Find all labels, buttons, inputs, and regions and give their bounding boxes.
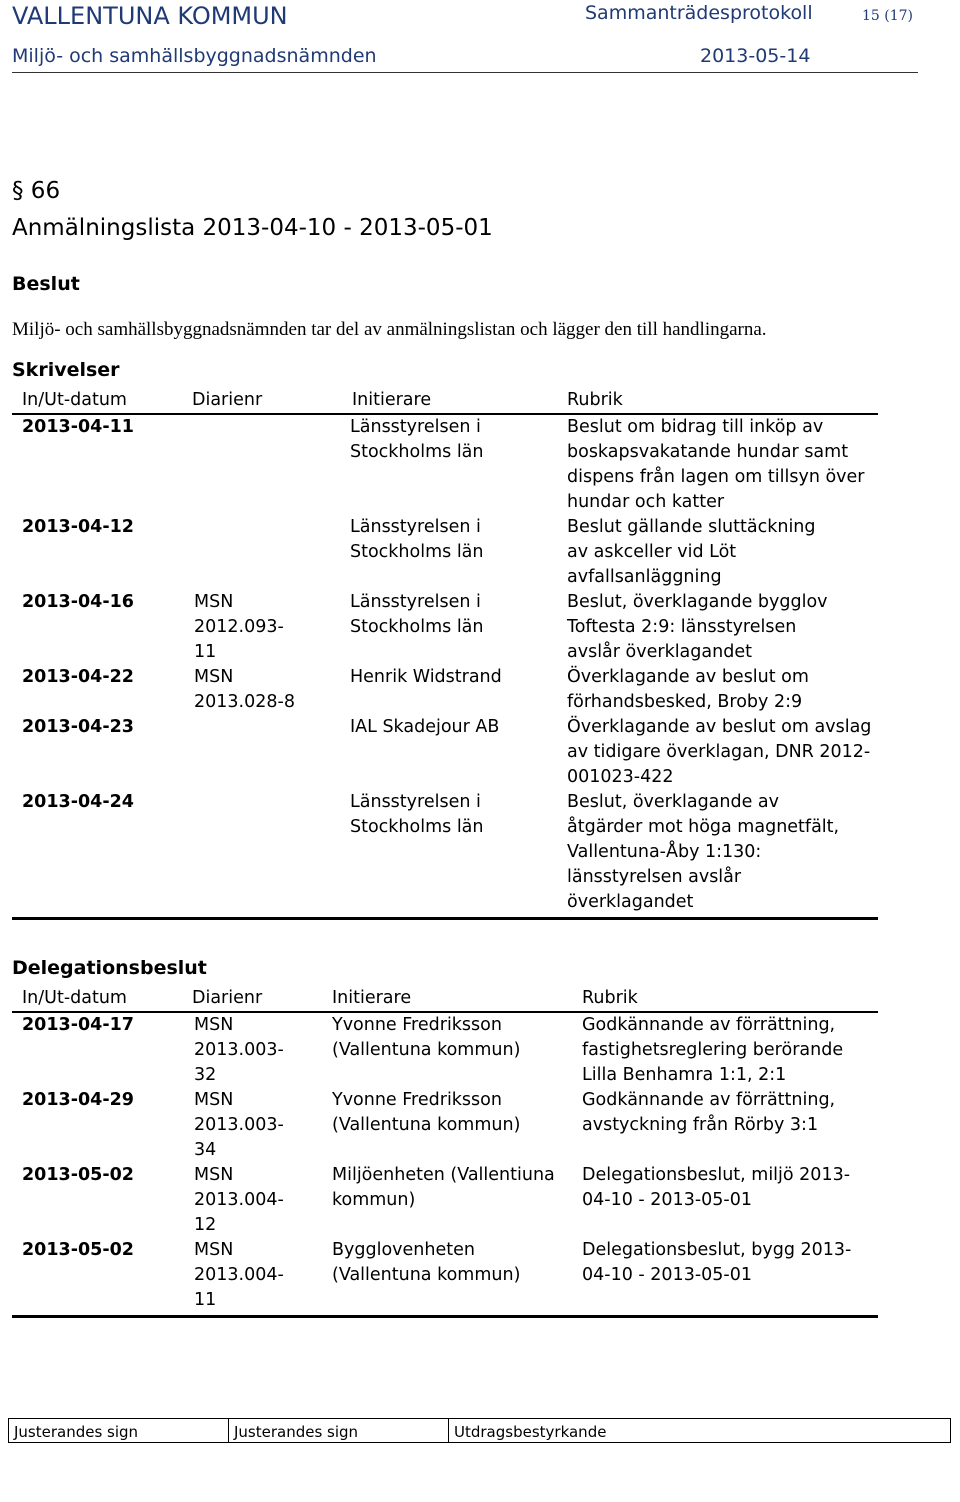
delegationsbeslut-table [12, 986, 878, 1318]
row-rubrik: Godkännande av förrättning, avstyckning från Rörby 3:1 [582, 1090, 836, 1135]
column-header: In/Ut-datum [12, 388, 182, 414]
header-divider [12, 72, 918, 73]
meeting-date: 2013-05-14 [700, 45, 811, 67]
column-header: Initierare [342, 388, 557, 414]
section-title: Anmälningslista 2013-04-10 - 2013-05-01 [12, 215, 493, 241]
row-diarienr: MSN 2012.093-11 [194, 592, 284, 662]
column-header: In/Ut-datum [12, 986, 182, 1012]
row-diarienr [182, 790, 342, 919]
row-initierare: Henrik Widstrand [350, 667, 502, 687]
row-rubrik: Beslut, överklagande bygglov Toftesta 2:9: länsstyrelsen avslår överklagandet [567, 592, 828, 662]
committee-name: Miljö- och samhällsbyggnadsnämnden [12, 45, 377, 67]
row-rubrik: Överklagande av beslut om förhandsbesked, Broby 2:9 [567, 667, 809, 712]
column-header: Rubrik [557, 388, 878, 414]
row-rubrik: Beslut om bidrag till inköp av boskapsvakatande hundar samt dispens från lagen om tillsyn över hundar och katter [567, 417, 865, 512]
signature-cell: Justerandes sign [228, 1418, 448, 1443]
row-rubrik: Delegationsbeslut, miljö 2013-04-10 - 2013-05-01 [582, 1165, 851, 1210]
table-header-row [12, 986, 878, 1012]
row-date: 2013-04-12 [22, 517, 134, 537]
table-row [12, 790, 878, 919]
row-date: 2013-05-02 [12, 1238, 182, 1317]
signature-cell: Justerandes sign [8, 1418, 228, 1443]
table-row [12, 1012, 878, 1088]
column-header: Rubrik [572, 986, 878, 1012]
beslut-heading: Beslut [12, 273, 80, 295]
row-diarienr: MSN 2013.004-11 [182, 1238, 322, 1317]
page-number: 15 (17) [862, 8, 914, 24]
row-date: 2013-04-22 [22, 667, 134, 687]
row-initierare: IAL Skadejour AB [350, 717, 500, 737]
row-date: 2013-04-11 [22, 417, 134, 437]
row-diarienr: MSN 2013.003-32 [194, 1015, 284, 1085]
document-type: Sammanträdesprotokoll [585, 2, 813, 24]
row-date: 2013-04-23 [22, 717, 134, 737]
row-diarienr [182, 515, 342, 590]
table-row [12, 715, 878, 790]
beslut-text: Miljö- och samhällsbyggnadsnämnden tar del av anmälningslistan och lägger den till handlingarna. [12, 319, 767, 340]
row-initierare: Länsstyrelsen i Stockholms län [350, 517, 484, 562]
row-initierare: Länsstyrelsen i Stockholms län [350, 592, 484, 637]
row-diarienr [182, 414, 342, 515]
skrivelser-table [12, 388, 878, 920]
row-date: 2013-05-02 [22, 1165, 134, 1185]
row-initierare: Miljöenheten (Vallentiuna kommun) [332, 1165, 555, 1210]
table-row [12, 1088, 878, 1163]
row-rubrik: Överklagande av beslut om avslag av tidigare överklagan, DNR 2012-001023-422 [567, 717, 872, 787]
row-initierare: Yvonne Fredriksson (Vallentuna kommun) [332, 1090, 521, 1135]
table-row [12, 1163, 878, 1238]
row-diarienr: MSN 2013.028-8 [194, 667, 295, 712]
table-row [12, 590, 878, 665]
row-date: 2013-04-24 [12, 790, 182, 919]
column-header: Diarienr [182, 388, 342, 414]
table-header-row [12, 388, 878, 414]
row-rubrik: Godkännande av förrättning, fastighetsreglering berörande Lilla Benhamra 1:1, 2:1 [582, 1015, 844, 1085]
table-row [12, 515, 878, 590]
row-initierare: Länsstyrelsen i Stockholms län [350, 417, 484, 462]
signature-cell: Utdragsbestyrkande [448, 1418, 951, 1443]
row-rubrik: Beslut gällande sluttäckning av askceller vid Löt avfallsanläggning [567, 517, 816, 587]
column-header: Initierare [322, 986, 572, 1012]
column-header: Diarienr [182, 986, 322, 1012]
row-initierare: Bygglovenheten (Vallentuna kommun) [322, 1238, 572, 1317]
row-diarienr [182, 715, 342, 790]
row-date: 2013-04-17 [22, 1015, 134, 1035]
organization-name: VALLENTUNA KOMMUN [12, 2, 288, 30]
skrivelser-heading: Skrivelser [12, 359, 120, 381]
delegationsbeslut-heading: Delegationsbeslut [12, 957, 207, 979]
row-rubrik: Beslut, överklagande av åtgärder mot höga magnetfält, Vallentuna-Åby 1:130: länsstyrelsen avslår överklagandet [557, 790, 878, 919]
row-initierare: Länsstyrelsen i Stockholms län [342, 790, 557, 919]
row-date: 2013-04-29 [22, 1090, 134, 1110]
section-number: § 66 [12, 178, 61, 204]
row-date: 2013-04-16 [22, 592, 134, 612]
signature-footer [0, 1418, 960, 1446]
row-diarienr: MSN 2013.003-34 [194, 1090, 284, 1160]
table-row [12, 414, 878, 515]
table-row [12, 1238, 878, 1317]
table-row [12, 665, 878, 715]
row-diarienr: MSN 2013.004-12 [194, 1165, 284, 1235]
row-initierare: Yvonne Fredriksson (Vallentuna kommun) [332, 1015, 521, 1060]
row-rubrik: Delegationsbeslut, bygg 2013-04-10 - 2013-05-01 [572, 1238, 878, 1317]
